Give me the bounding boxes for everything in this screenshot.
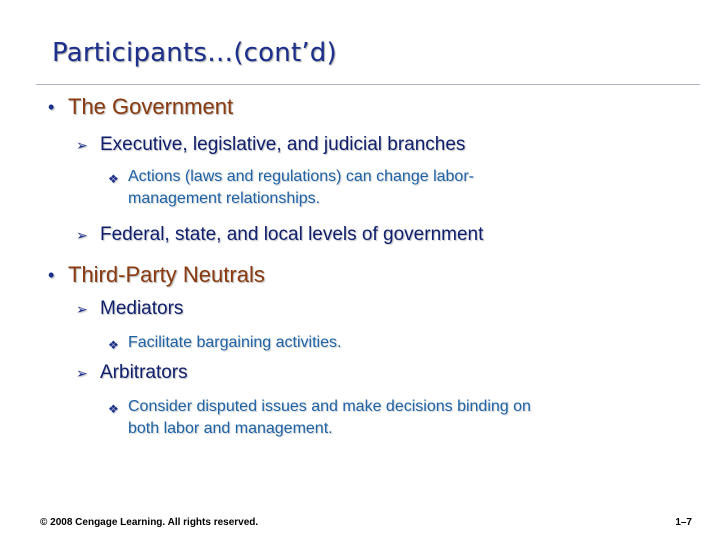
bullet-text-line1: Actions (laws and regulations) can change labor- bbox=[128, 168, 474, 185]
bullet-text-line2: both labor and management. bbox=[128, 420, 333, 437]
bullet-text: The Government bbox=[68, 94, 234, 119]
bullet-facilitate bbox=[108, 332, 342, 354]
bullet-consider bbox=[108, 396, 531, 440]
slide-title: Participants…(cont’d) bbox=[52, 38, 337, 68]
bullet-text: Executive, legislative, and judicial branches bbox=[100, 134, 466, 155]
diamond-bullet-icon: ❖ bbox=[108, 172, 119, 186]
bullet-neutrals bbox=[48, 262, 265, 288]
bullet-government bbox=[48, 94, 234, 120]
bullet-text: Facilitate bargaining activities. bbox=[128, 334, 342, 351]
arrow-bullet-icon: ➢ bbox=[76, 365, 88, 381]
arrow-bullet-icon: ➢ bbox=[76, 227, 88, 243]
bullet-text-line2: management relationships. bbox=[128, 190, 321, 207]
bullet-mediators bbox=[76, 298, 184, 320]
round-bullet-icon: • bbox=[48, 97, 55, 117]
bullet-levels bbox=[76, 224, 484, 246]
bullet-branches bbox=[76, 134, 466, 156]
bullet-text: Federal, state, and local levels of government bbox=[100, 224, 484, 245]
bullet-text: Arbitrators bbox=[100, 362, 188, 383]
bullet-arbitrators bbox=[76, 362, 188, 384]
copyright-text: © 2008 Cengage Learning. All rights reserved. bbox=[40, 517, 259, 528]
page-number: 1–7 bbox=[675, 517, 692, 528]
arrow-bullet-icon: ➢ bbox=[76, 301, 88, 317]
arrow-bullet-icon: ➢ bbox=[76, 137, 88, 153]
bullet-text: Third-Party Neutrals bbox=[68, 262, 265, 287]
bullet-text-line1: Consider disputed issues and make decisions binding on bbox=[128, 398, 531, 415]
bullet-actions bbox=[108, 166, 474, 210]
title-divider bbox=[36, 84, 700, 85]
diamond-bullet-icon: ❖ bbox=[108, 338, 119, 352]
round-bullet-icon: • bbox=[48, 265, 55, 285]
diamond-bullet-icon: ❖ bbox=[108, 402, 119, 416]
bullet-text: Mediators bbox=[100, 298, 184, 319]
